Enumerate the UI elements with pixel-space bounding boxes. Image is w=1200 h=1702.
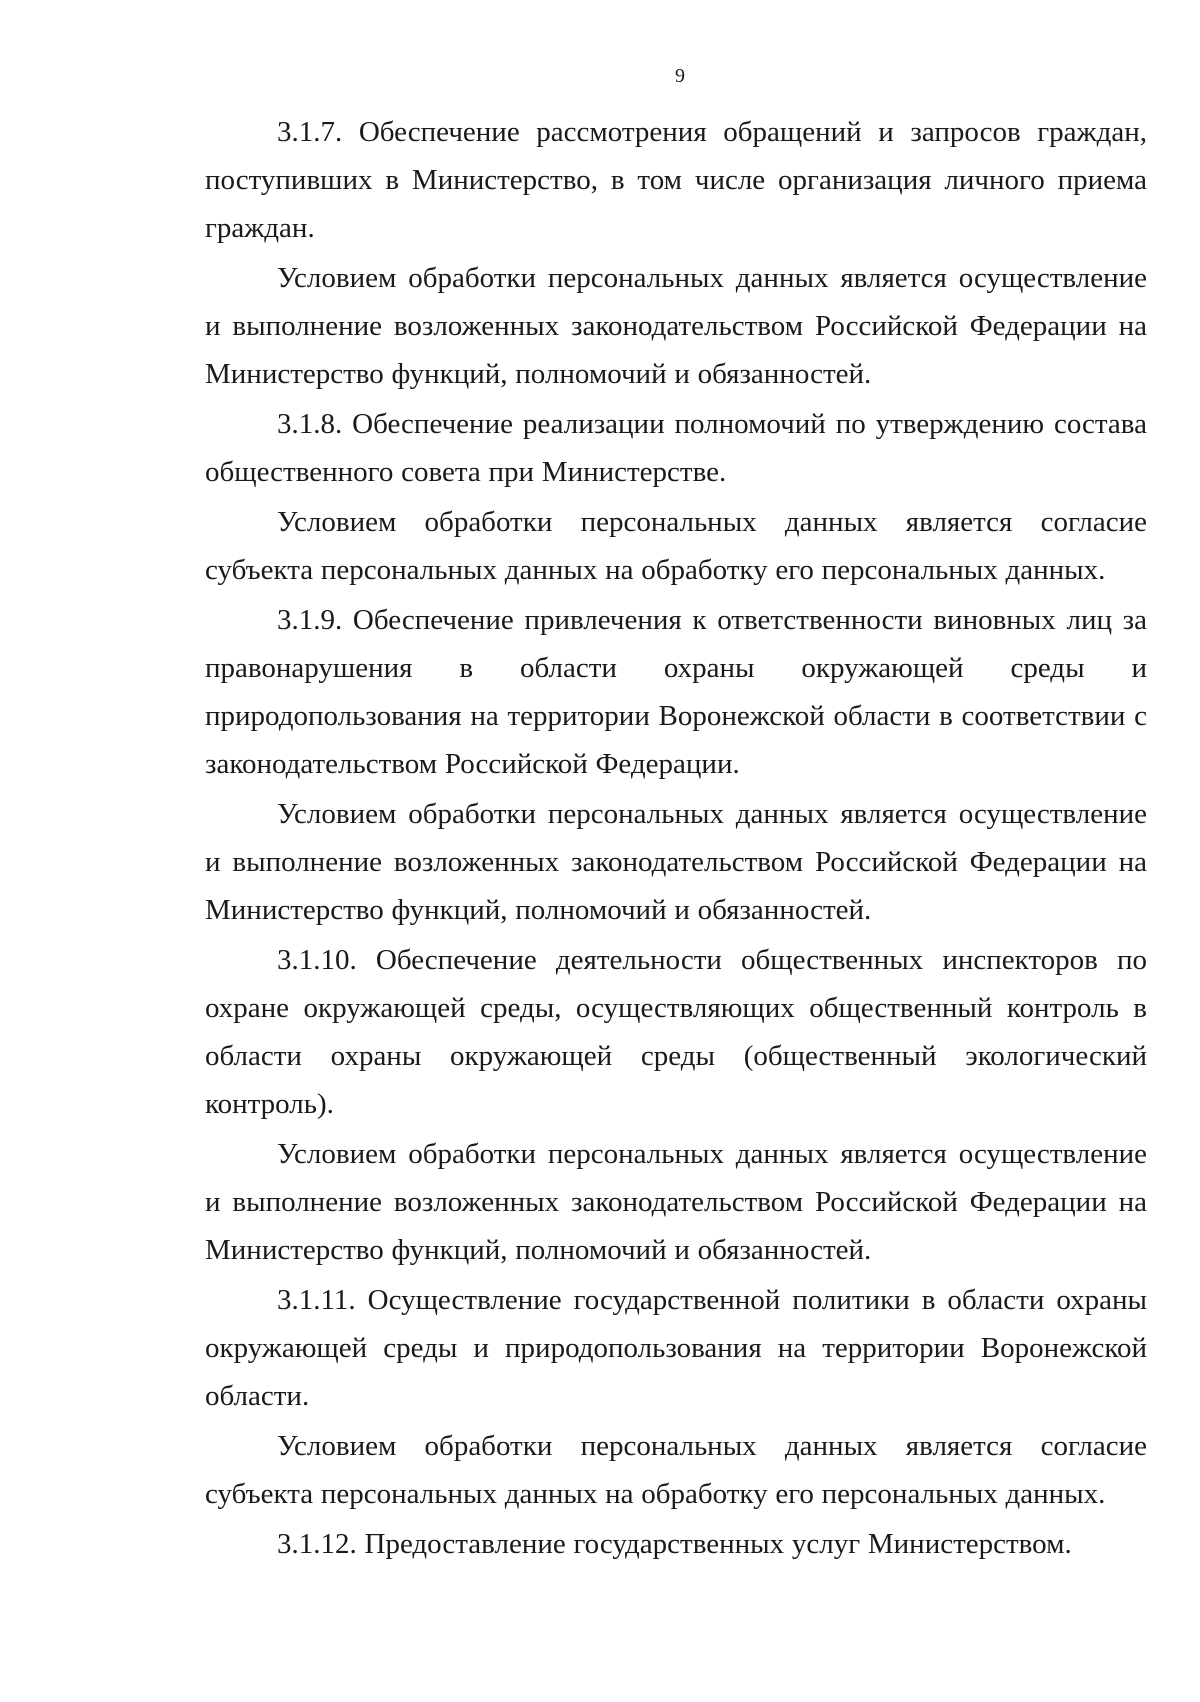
paragraph-3-1-8: 3.1.8. Обеспечение реализации полномочий по утверждению состава общественного совета при Министерстве.: [205, 408, 1147, 488]
paragraph-3-1-12: 3.1.12. Предоставление государственных услуг Министерством.: [277, 1528, 1072, 1560]
paragraph-3-1-10: 3.1.10. Обеспечение деятельности общественных инспекторов по охране окружающей среды, осуществляющих общественный контроль в области охраны окружающей среды (общественный экологический контроль).: [205, 944, 1147, 1120]
paragraph-3-1-7: 3.1.7. Обеспечение рассмотрения обращений и запросов граждан, поступивших в Министерство, в том числе организация личного приема граждан.: [205, 116, 1147, 244]
paragraph-condition: Условием обработки персональных данных является осуществление и выполнение возложенных законодательством Российской Федерации на Министерство функций, полномочий и обязанностей.: [205, 262, 1147, 390]
page-number: 9: [675, 65, 685, 87]
paragraph-condition: Условием обработки персональных данных является согласие субъекта персональных данных на обработку его персональных данных.: [205, 1430, 1147, 1510]
document-body: [205, 108, 1147, 1570]
paragraph-condition: Условием обработки персональных данных является осуществление и выполнение возложенных законодательством Российской Федерации на Министерство функций, полномочий и обязанностей.: [205, 1138, 1147, 1266]
paragraph-3-1-11: 3.1.11. Осуществление государственной политики в области охраны окружающей среды и природопользования на территории Воронежской области.: [205, 1284, 1147, 1412]
paragraph-condition: Условием обработки персональных данных является осуществление и выполнение возложенных законодательством Российской Федерации на Министерство функций, полномочий и обязанностей.: [205, 798, 1147, 926]
paragraph-3-1-9: 3.1.9. Обеспечение привлечения к ответственности виновных лиц за правонарушения в области охраны окружающей среды и природопользования на территории Воронежской области в соответствии с законодательством Российской Федерации.: [205, 604, 1147, 780]
paragraph-condition: Условием обработки персональных данных является согласие субъекта персональных данных на обработку его персональных данных.: [205, 506, 1147, 586]
